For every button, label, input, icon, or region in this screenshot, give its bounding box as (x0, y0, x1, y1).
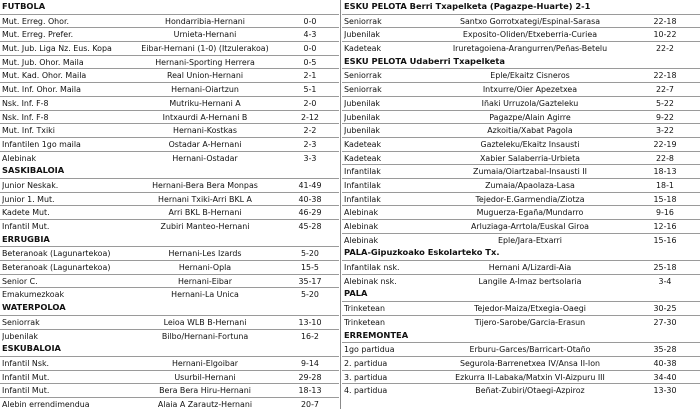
section-title: PALA (344, 288, 368, 299)
score-cell: 2-2 (303, 126, 317, 136)
result-row (342, 342, 700, 356)
match-cell: Alaia A Zarautz-Hernani (157, 399, 253, 409)
category-cell: Infantilak (344, 167, 381, 177)
result-row (0, 287, 339, 301)
score-cell: 0-5 (303, 57, 317, 67)
score-cell: 9-14 (301, 358, 319, 368)
result-row (342, 68, 700, 82)
score-cell: 5-1 (303, 85, 317, 95)
category-cell: Alebinak (344, 222, 379, 231)
result-row (342, 205, 700, 219)
category-cell: Mut. Jub. Liga Nz. Eus. Kopa (2, 44, 112, 54)
score-cell: 22-19 (653, 139, 677, 149)
match-cell: Bera Bera Hiru-Hernani (159, 386, 251, 396)
category-cell: Alebinak (344, 235, 379, 245)
category-cell: Senior C. (2, 276, 38, 286)
category-cell: Infantilak (344, 180, 381, 190)
match-cell: Erburu-Garces/Barricart-Otaño (469, 345, 591, 355)
category-cell: 1go partidua (344, 345, 395, 355)
match-cell: Arluziaga-Arrtola/Euskal Giroa (471, 222, 589, 231)
score-cell: 46-29 (298, 208, 322, 218)
match-cell: Hernani Txiki-Arri BKL A (158, 194, 252, 204)
category-cell: Kadeteak (344, 139, 382, 149)
section-title: ESKU PELOTA Berri Txapelketa (Pagazpe-Huarte) 2-1 (344, 1, 591, 11)
category-cell: Jubenilak (344, 30, 380, 40)
result-row (342, 370, 700, 384)
result-row (0, 219, 339, 233)
category-cell: Infantil Mut. (2, 386, 50, 396)
score-cell: 34-40 (653, 372, 677, 382)
match-cell: Hernani-Opla (178, 263, 232, 273)
score-cell: 18-1 (656, 180, 674, 190)
result-row (0, 260, 339, 274)
category-cell: Emakumezkoak (2, 290, 65, 300)
result-row (342, 96, 700, 110)
match-cell: Real Union-Hernani (166, 71, 244, 81)
score-cell: 0-0 (303, 16, 317, 26)
match-cell: Gazteleku/Ekaitz Insausti (480, 139, 580, 149)
score-cell: 22-7 (656, 85, 674, 95)
result-row (0, 370, 339, 384)
result-row (0, 41, 339, 55)
match-cell: Leioa WLB B-Hernani (163, 317, 247, 327)
match-cell: Hernani-Sporting Herrera (155, 57, 255, 67)
result-row (0, 82, 339, 96)
match-cell: Bilbo/Hernani-Fortuna (161, 331, 249, 341)
category-cell: Jubenilak (344, 126, 380, 136)
category-cell: Infantil Nsk. (2, 358, 50, 368)
match-cell: Hernani-Eibar (177, 276, 233, 286)
score-cell: 22-18 (653, 16, 677, 26)
match-cell: Pagazpe/Alain Agirre (489, 112, 571, 122)
result-row (342, 110, 700, 124)
category-cell: Alebinak (2, 153, 37, 163)
match-cell: Zumaia/Apaolaza-Lasa (485, 180, 575, 190)
match-cell: Hernani-Elgoibar (171, 358, 239, 368)
match-cell: Usurbil-Hernani (174, 372, 236, 382)
category-cell: Mut. Jub. Ohor. Maila (2, 57, 84, 67)
result-row (0, 246, 339, 260)
result-row (0, 123, 339, 137)
category-cell: Junior 1. Mut. (2, 194, 55, 204)
score-cell: 20-7 (301, 399, 319, 409)
category-cell: Infantilak (344, 194, 381, 204)
result-row (342, 315, 700, 329)
category-cell: 3. partidua (344, 372, 388, 382)
result-row (0, 329, 339, 343)
match-cell: Ezkurra II-Labaka/Matxin VI-Aizpuru III (455, 372, 605, 382)
score-cell: 40-38 (298, 194, 322, 204)
category-cell: Kadeteak (344, 153, 382, 163)
score-cell: 18-13 (298, 386, 322, 396)
result-row (342, 192, 700, 206)
result-row (0, 27, 339, 41)
category-cell: Infantil Mut. (2, 222, 50, 231)
category-cell: Beteranoak (Lagunartekoa) (2, 263, 111, 273)
match-cell: Tejedor-Maiza/Etxegia-Oaegi (474, 304, 586, 314)
result-row (342, 178, 700, 192)
section-title: ERREMONTEA (344, 329, 409, 340)
match-cell: Zubiri Manteo-Hernani (160, 222, 250, 231)
section-title: ESKUBALOIA (2, 343, 61, 354)
category-cell: 4. partidua (344, 386, 388, 396)
category-cell: Kadeteak (344, 44, 382, 54)
score-cell: 35-28 (653, 345, 677, 355)
score-cell: 41-49 (298, 180, 322, 190)
score-cell: 45-28 (298, 222, 322, 231)
category-cell: Mut. Erreg. Ohor. (2, 16, 70, 26)
match-cell: Intxurre/Oier Apezetxea (482, 85, 578, 95)
match-cell: Azkoitia/Xabat Pagola (487, 126, 573, 136)
result-row (342, 27, 700, 41)
score-cell: 3-22 (656, 126, 674, 136)
score-cell: 3-4 (658, 276, 672, 286)
result-row (0, 383, 339, 397)
match-cell: Eple/Jara-Etxarri (498, 235, 562, 245)
match-cell: Segurola-Barrenetxea IV/Ansa II-Ion (459, 358, 601, 368)
category-cell: Mut. Inf. Ohor. Maila (2, 85, 81, 95)
match-cell: Ostadar A-Hernani (168, 139, 242, 149)
result-row (342, 41, 700, 55)
category-cell: Mut. Erreg. Prefer. (2, 30, 74, 40)
match-cell: Hernani-Kostkas (173, 126, 237, 136)
match-cell: Exposito-Oliden/Etxeberria-Curiea (462, 30, 598, 40)
match-cell: Xabier Salaberria-Urbieta (479, 153, 580, 163)
score-cell: 22-18 (653, 71, 677, 81)
result-row (342, 219, 700, 233)
score-cell: 35-17 (298, 276, 322, 286)
category-cell: Seniorrak (344, 71, 382, 81)
match-cell: Langile A-Imaz bertsolaria (478, 276, 582, 286)
category-cell: Infantil Mut. (2, 372, 50, 382)
result-row (342, 123, 700, 137)
score-cell: 29-28 (298, 372, 322, 382)
category-cell: 2. partidua (344, 358, 388, 368)
result-row (0, 96, 339, 110)
match-cell: Hernani-Les Izards (168, 249, 242, 259)
score-cell: 2-1 (303, 71, 317, 81)
category-cell: Mut. Inf. Txiki (2, 126, 55, 136)
section-title: WATERPOLOA (2, 302, 66, 313)
match-cell: Eple/Ekaitz Cisneros (490, 71, 570, 81)
match-cell: Hernani-Bera Bera Monpas (152, 180, 258, 190)
category-cell: Seniorrak (344, 16, 382, 26)
match-cell: Hernani-Ostadar (172, 153, 238, 163)
left-column (0, 0, 339, 411)
result-row (0, 110, 339, 124)
match-cell: Arri BKL B-Hernani (168, 208, 242, 218)
category-cell: Nsk. Inf. F-8 (2, 98, 49, 108)
score-cell: 15-16 (653, 235, 677, 245)
category-cell: Trinketean (344, 304, 386, 314)
category-cell: Seniorrak (344, 85, 382, 95)
result-row (342, 356, 700, 370)
result-row (0, 68, 339, 82)
match-cell: Hondarribia-Hernani (165, 16, 245, 26)
result-row (0, 178, 339, 192)
category-cell: Kadete Mut. (2, 208, 50, 218)
match-cell: Hernani A/Lizardi-Aia (488, 263, 572, 273)
score-cell: 5-22 (656, 98, 674, 108)
score-cell: 5-20 (301, 249, 319, 259)
result-row (0, 55, 339, 69)
category-cell: Infantilak nsk. (344, 263, 400, 273)
score-cell: 2-12 (301, 112, 319, 122)
category-cell: Beteranoak (Lagunartekoa) (2, 249, 111, 259)
result-row (342, 233, 700, 247)
result-row (342, 14, 700, 28)
column-divider (340, 0, 341, 409)
match-cell: Zumaia/Oiartzabal-Insausti II (473, 167, 587, 177)
score-cell: 16-2 (301, 331, 319, 341)
category-cell: Jubenilak (344, 98, 380, 108)
match-cell: Santxo Gorrotxategi/Espinal-Sarasa (459, 16, 601, 26)
match-cell: Tejedor-E.Garmendia/Ziotza (475, 194, 585, 204)
score-cell: 22-2 (656, 44, 674, 54)
category-cell: Jubenilak (2, 331, 38, 341)
result-row (0, 151, 339, 165)
result-row (342, 260, 700, 274)
score-cell: 13-10 (298, 317, 322, 327)
match-cell: Muguerza-Egaña/Mundarro (476, 208, 584, 218)
section-title: PALA-Gipuzkoako Eskolarteko Tx. (344, 247, 500, 258)
result-row (342, 164, 700, 178)
match-cell: Intxaurdi A-Hernani B (162, 112, 248, 122)
result-row (342, 137, 700, 151)
match-cell: Beñat-Zubiri/Otaegi-Azpiroz (475, 386, 585, 396)
section-title: ERRUGBIA (2, 233, 50, 244)
section-title: SASKIBALOIA (2, 165, 65, 176)
score-cell: 9-22 (656, 112, 674, 122)
match-cell: Iruretagoiena-Arangurren/Peñas-Betelu (452, 44, 608, 54)
result-row (0, 205, 339, 219)
score-cell: 5-20 (301, 290, 319, 300)
category-cell: Mut. Kad. Ohor. Maila (2, 71, 87, 81)
match-cell: Hernani-La Unica (171, 290, 239, 300)
match-cell: Hernani-Oiartzun (171, 85, 239, 95)
category-cell: Alebinak (344, 208, 379, 218)
match-cell: Iñaki Urruzola/Gazteleku (481, 98, 579, 108)
score-cell: 2-0 (303, 98, 317, 108)
score-cell: 30-25 (653, 304, 677, 314)
section-title: FUTBOLA (2, 1, 46, 11)
score-cell: 10-22 (653, 30, 677, 40)
match-cell: Tijero-Sarobe/Garcia-Erasun (474, 317, 586, 327)
category-cell: Trinketean (344, 317, 386, 327)
score-cell: 15-18 (653, 194, 677, 204)
category-cell: Jubenilak (344, 112, 380, 122)
score-cell: 0-0 (303, 44, 317, 54)
section-title: ESKU PELOTA Udaberri Txapelketa (344, 55, 505, 66)
score-cell: 27-30 (653, 317, 677, 327)
result-row (0, 274, 339, 288)
result-row (342, 383, 700, 397)
score-cell: 13-30 (653, 386, 677, 396)
result-row (0, 192, 339, 206)
result-row (0, 14, 339, 28)
result-row (0, 315, 339, 329)
score-cell: 2-3 (303, 139, 317, 149)
match-cell: Mutriku-Hernani A (169, 98, 241, 108)
score-cell: 12-16 (653, 222, 677, 231)
category-cell: Junior Neskak. (2, 180, 59, 190)
category-cell: Nsk. Inf. F-8 (2, 112, 49, 122)
category-cell: Alebin errendimendua (2, 399, 90, 409)
category-cell: Infantilen 1go maila (2, 139, 81, 149)
score-cell: 15-5 (301, 263, 319, 273)
score-cell: 22-8 (656, 153, 674, 163)
score-cell: 4-3 (303, 30, 317, 40)
result-row (0, 137, 339, 151)
result-row (342, 274, 700, 288)
result-row (342, 151, 700, 165)
score-cell: 3-3 (303, 153, 317, 163)
match-cell: Eibar-Hernani (1-0) (Itzulerakoa) (141, 44, 269, 54)
result-row (0, 356, 339, 370)
score-cell: 40-38 (653, 358, 677, 368)
result-row (342, 82, 700, 96)
category-cell: Alebinak nsk. (344, 276, 397, 286)
match-cell: Urnieta-Hernani (173, 30, 237, 40)
score-cell: 9-16 (656, 208, 674, 218)
score-cell: 25-18 (653, 263, 677, 273)
category-cell: Seniorrak (2, 317, 40, 327)
right-column (342, 0, 700, 397)
result-row (342, 301, 700, 315)
score-cell: 18-13 (653, 167, 677, 177)
